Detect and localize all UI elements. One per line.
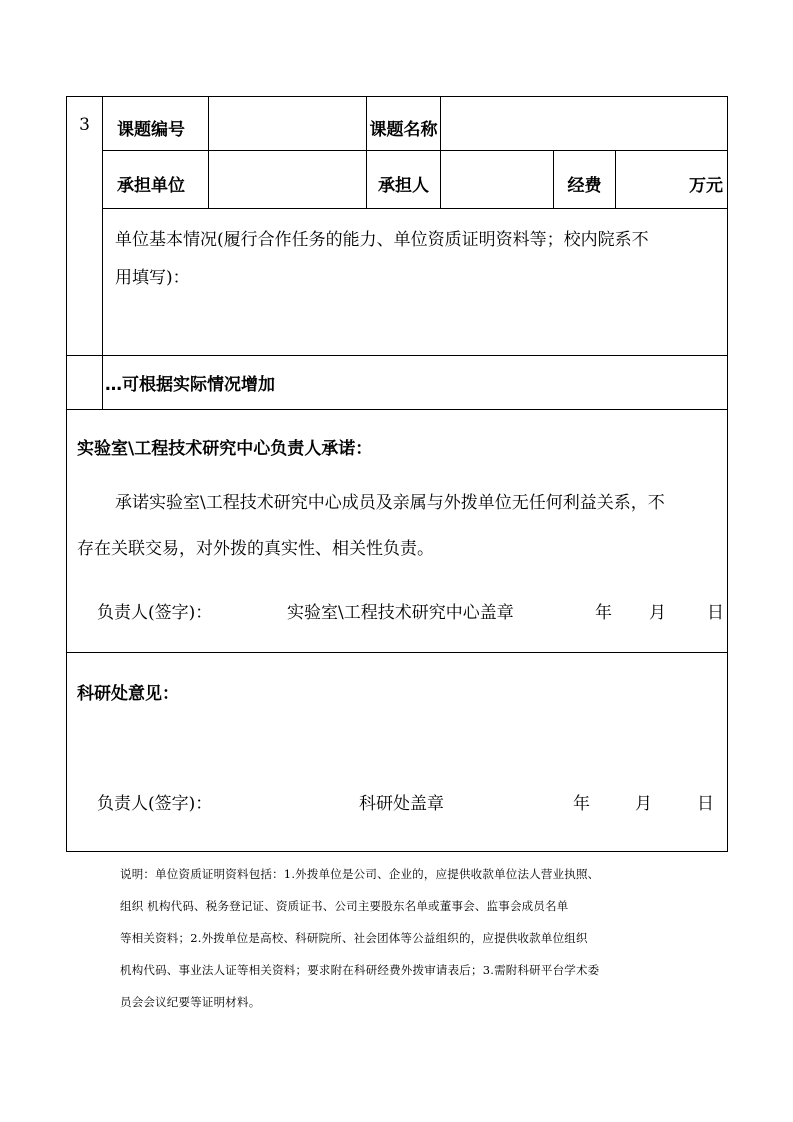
promise-year: 年 (595, 603, 612, 623)
note-line5: 员会会议纪要等证明材料。 (120, 995, 261, 1009)
person-field[interactable] (441, 151, 554, 209)
research-office-title: 科研处意见： (77, 684, 179, 704)
unit-field[interactable] (209, 151, 367, 209)
research-office-month: 月 (635, 794, 652, 814)
promise-text-line1: 承诺实验室\工程技术研究中心成员及亲属与外拨单位无任何利益关系，不 (115, 493, 665, 513)
promise-cell (67, 410, 728, 653)
project-no-label: 课题编号 (103, 97, 209, 151)
promise-month: 月 (649, 603, 666, 623)
note-line3: 等相关资料；2.外拨单位是高校、科研院所、社会团体等公益组织的，应提供收款单位组织 (120, 931, 588, 945)
research-office-seal-label[interactable]: 科研处盖章 (359, 794, 444, 814)
basic-info-line1: 单位基本情况(履行合作任务的能力、单位资质证明资料等；校内院系不 (115, 230, 649, 250)
basic-info-line2: 用填写)： (115, 268, 190, 288)
person-label: 承担人 (367, 151, 441, 209)
research-office-cell (67, 653, 728, 852)
promise-text-line2: 存在关联交易，对外拨的真实性、相关性负责。 (77, 539, 434, 559)
project-name-field[interactable] (441, 97, 728, 151)
add-more-text: …可根据实际情况增加 (105, 375, 275, 395)
promise-sign-label[interactable]: 负责人(签字)： (97, 603, 213, 623)
promise-title: 实验室\工程技术研究中心负责人承诺： (77, 439, 373, 459)
fund-unit: 万元 (616, 151, 728, 209)
project-no-field[interactable] (209, 97, 367, 151)
subcontract-form-table (66, 96, 728, 852)
basic-info-cell[interactable] (103, 209, 728, 356)
research-office-day: 日 (697, 794, 714, 814)
fund-label: 经费 (554, 151, 616, 209)
promise-day: 日 (707, 603, 724, 623)
project-name-label: 课题名称 (367, 97, 441, 151)
explanatory-note (120, 858, 680, 1018)
note-line1: 说明：单位资质证明资料包括：1.外拨单位是公司、企业的，应提供收款单位法人营业执照、 (120, 867, 600, 881)
research-office-year: 年 (573, 794, 590, 814)
add-more-note (103, 356, 728, 410)
research-office-sign-label[interactable]: 负责人(签字)： (97, 794, 213, 814)
promise-seal-label[interactable]: 实验室\工程技术研究中心盖章 (287, 603, 514, 623)
note-line4: 机构代码、事业法人证等相关资料；要求附在科研经费外拨审请表后；3.需附科研平台学术委 (120, 963, 600, 977)
row-number: 3 (67, 97, 103, 356)
note-line2: 组织 机构代码、税务登记证、资质证书、公司主要股东名单或董事会、监事会成员名单 (120, 899, 569, 913)
add-more-spacer (67, 356, 103, 410)
unit-label: 承担单位 (103, 151, 209, 209)
